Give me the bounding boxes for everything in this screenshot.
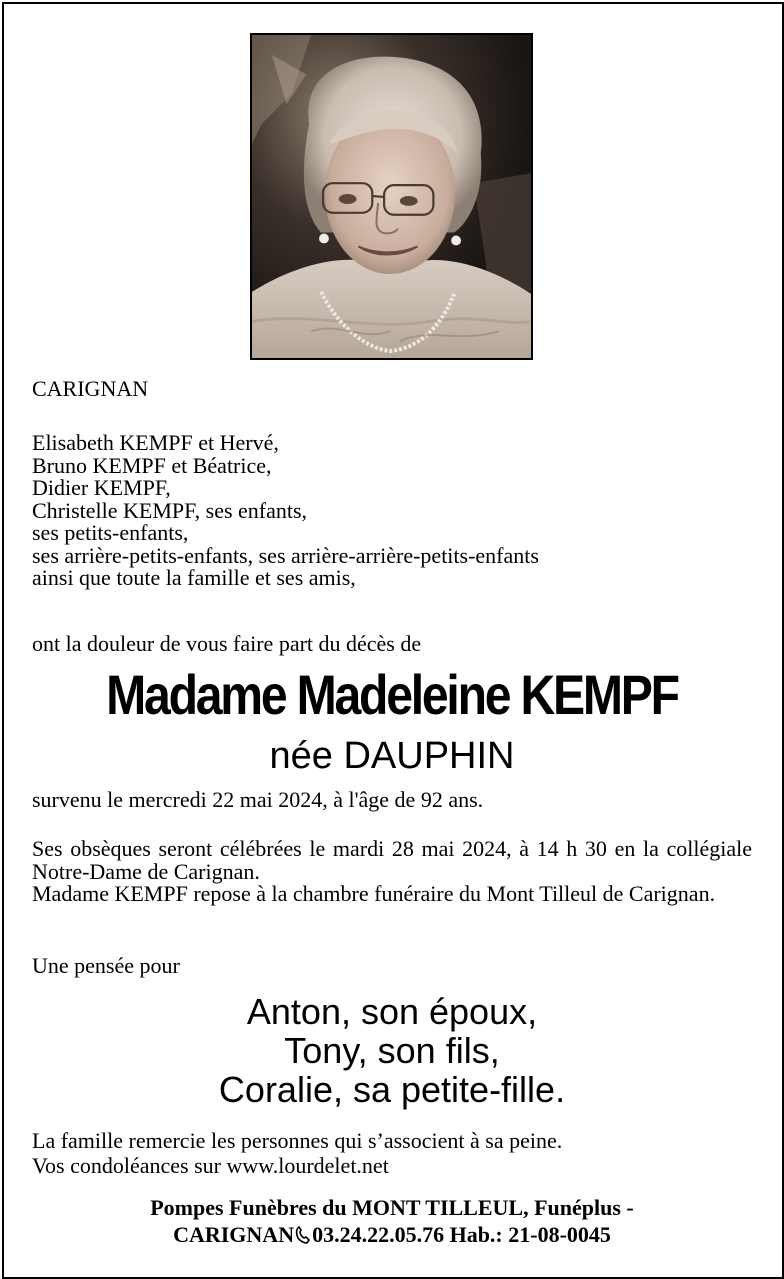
footer-town: CARIGNAN — [173, 1222, 295, 1247]
deceased-name: Madame Madeleine KEMPF — [106, 663, 678, 726]
family-line: Christelle KEMPF, ses enfants, — [32, 497, 308, 523]
funeral-text: Ses obsèques seront célébrées le mardi 28 mai 2024, à 14 h 30 en la collégiale Notre-Dame de Carignan. — [32, 836, 752, 884]
funeral-details — [32, 838, 752, 906]
phone-icon — [295, 1226, 311, 1244]
closing-lines — [32, 1128, 562, 1178]
family-line: ainsi que toute la famille et ses amis, — [32, 565, 356, 590]
death-info: survenu le mercredi 22 mai 2024, à l'âge de 92 ans. — [32, 787, 484, 812]
announcement-text: ont la douleur de vous faire part du décès de — [32, 631, 422, 656]
thought-line: Coralie, sa petite-fille. — [218, 1069, 566, 1110]
condolences-text: Vos condoléances sur www.lourdelet.net — [32, 1153, 389, 1178]
town-name: CARIGNAN — [32, 376, 149, 401]
footer-line-1: Pompes Funèbres du MONT TILLEUL, Funéplus - — [150, 1195, 634, 1220]
thoughts-list — [0, 992, 784, 1109]
thanks-text: La famille remercie les personnes qui s’associent à sa peine. — [32, 1128, 563, 1153]
portrait-image — [252, 35, 531, 358]
family-line: Didier KEMPF, — [32, 475, 171, 500]
thought-line: Tony, son fils, — [284, 1030, 500, 1071]
family-line: Elisabeth KEMPF et Hervé, — [32, 430, 279, 455]
rest-text: Madame KEMPF repose à la chambre funéraire du Mont Tilleul de Carignan. — [32, 881, 716, 906]
family-list — [32, 432, 539, 590]
portrait-photo — [250, 33, 533, 360]
maiden-name: née DAUPHIN — [269, 735, 515, 777]
family-line: ses petits-enfants, — [32, 520, 189, 545]
family-line: Bruno KEMPF et Béatrice, — [32, 452, 272, 478]
funeral-home-footer — [0, 1194, 784, 1248]
thought-line: Anton, son époux, — [246, 991, 538, 1032]
family-line: ses arrière-petits-enfants, ses arrière-arrière-petits-enfants — [32, 542, 539, 568]
footer-phone: 03.24.22.05.76 Hab.: 21-08-0045 — [312, 1222, 611, 1247]
footer-line-2 — [0, 1221, 784, 1248]
thought-intro: Une pensée pour — [32, 953, 180, 978]
